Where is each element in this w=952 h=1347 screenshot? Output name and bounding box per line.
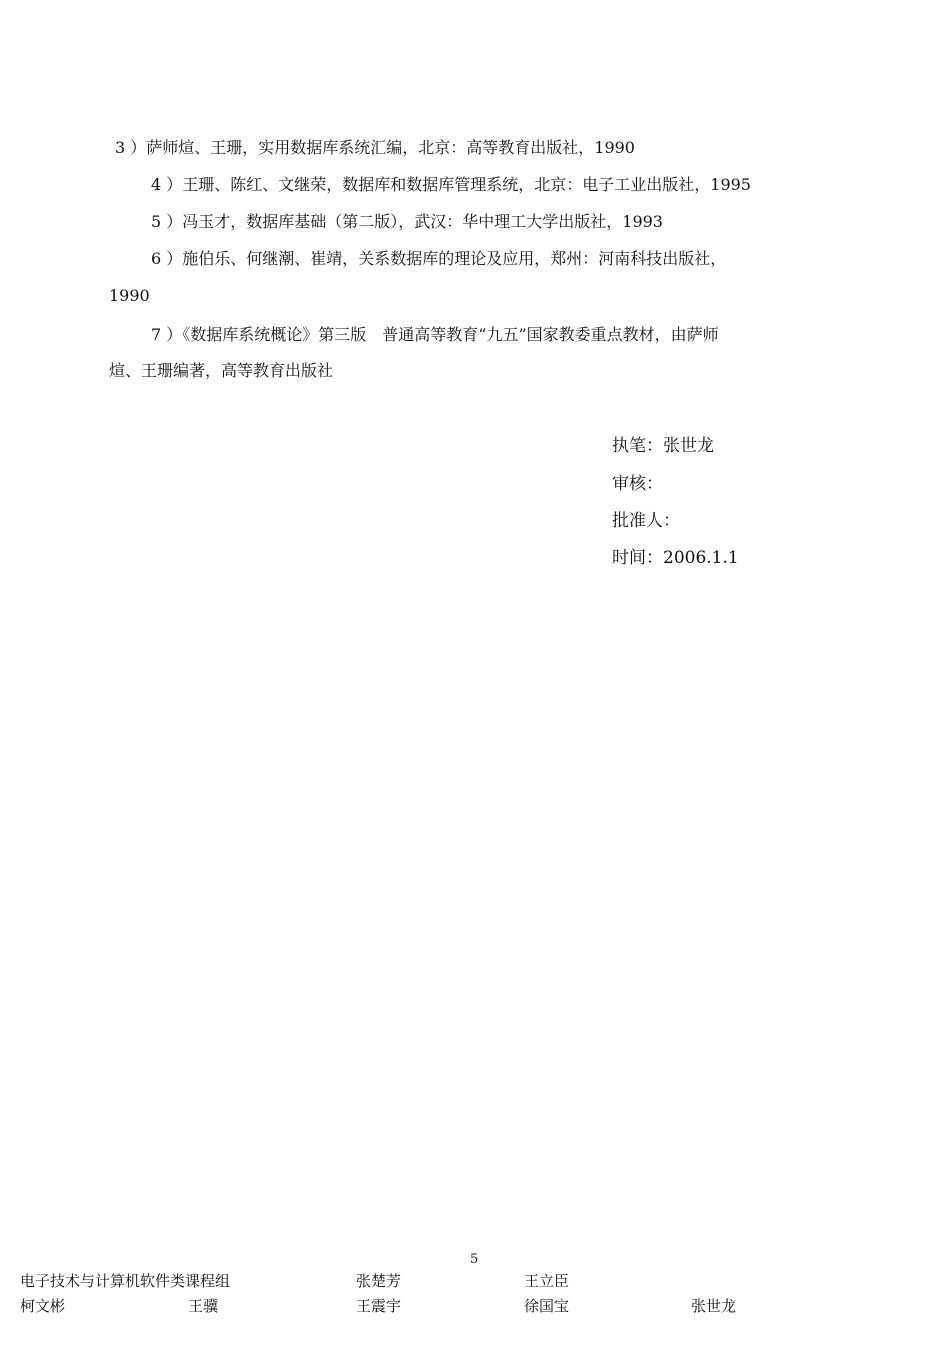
footer-group-name: 电子技术与计算机软件类课程组	[20, 1272, 231, 1290]
signature-reviewer: 审核：	[612, 474, 663, 494]
footer-member: 王骥	[188, 1297, 219, 1315]
footer-member: 王震宇	[356, 1297, 402, 1315]
signature-date: 时间：2006.1.1	[612, 548, 739, 568]
reference-6: 6 ）施伯乐、何继潮、崔靖，关系数据库的理论及应用，郑州：河南科技出版社，	[151, 249, 727, 268]
signature-approver: 批准人：	[612, 511, 680, 531]
reference-5: 5 ）冯玉才，数据库基础（第二版），武汉：华中理工大学出版社，1993	[151, 212, 663, 231]
reference-3: 3 ）萨师煊、王珊，实用数据库系统汇编，北京：高等教育出版社，1990	[115, 138, 635, 157]
reference-7-continued: 煊、王珊编著，高等教育出版社	[109, 361, 334, 380]
reference-6-continued: 1990	[109, 286, 150, 305]
footer-member: 柯文彬	[20, 1297, 66, 1315]
page-number: 5	[470, 1252, 479, 1267]
footer-member: 张世龙	[691, 1297, 737, 1315]
signature-author: 执笔：张世龙	[612, 436, 714, 456]
reference-4: 4 ）王珊、陈红、文继荣，数据库和数据库管理系统，北京：电子工业出版社，1995	[151, 175, 751, 194]
footer-member: 徐国宝	[524, 1297, 570, 1315]
footer-member: 王立臣	[524, 1272, 570, 1290]
reference-7: 7 ）《数据库系统概论》第三版 普通高等教育“九五”国家教委重点教材，由萨师	[151, 325, 719, 344]
footer-member: 张楚芳	[356, 1272, 402, 1290]
